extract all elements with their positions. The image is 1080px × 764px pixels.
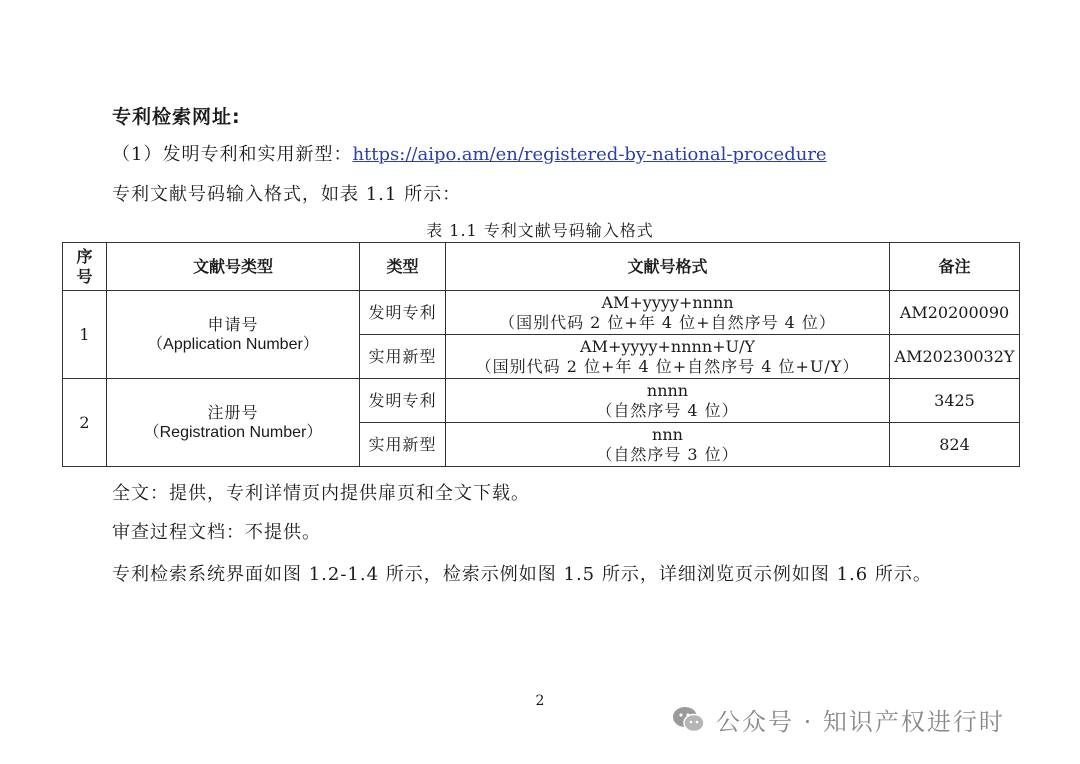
table-row	[63, 291, 1020, 335]
format-cell: nnnn （自然序号 4 位）	[446, 379, 890, 423]
type-cell: 发明专利	[360, 379, 446, 423]
doc-type-cell: 申请号 （Application Number）	[107, 291, 360, 379]
fulltext-paragraph: 全文：提供，专利详情页内提供扉页和全文下载。	[112, 483, 530, 504]
header-type: 类型	[360, 243, 446, 291]
page-number: 2	[535, 693, 545, 709]
number-format-table	[62, 242, 1020, 467]
header-format: 文献号格式	[446, 243, 890, 291]
header-doc-type: 文献号类型	[107, 243, 360, 291]
format-cell: nnn （自然序号 3 位）	[446, 423, 890, 467]
seq-cell: 1	[63, 291, 107, 379]
header-note: 备注	[890, 243, 1020, 291]
type-cell: 实用新型	[360, 423, 446, 467]
watermark-text: 公众号 · 知识产权进行时	[716, 708, 1005, 736]
note-cell: 3425	[890, 379, 1020, 423]
format-cell: AM+yyyy+nnnn+U/Y （国别代码 2 位+年 4 位+自然序号 4 位+U/Y）	[446, 335, 890, 379]
table-header-row	[63, 243, 1020, 291]
patent-search-link[interactable]: https://aipo.am/en/registered-by-national-procedure	[352, 144, 827, 165]
note-cell: 824	[890, 423, 1020, 467]
seq-cell: 2	[63, 379, 107, 467]
url-line	[112, 140, 827, 166]
wechat-icon	[672, 705, 706, 735]
type-cell: 发明专利	[360, 291, 446, 335]
doc-type-cell: 注册号 （Registration Number）	[107, 379, 360, 467]
table-row	[63, 379, 1020, 423]
format-intro-line: 专利文献号码输入格式，如表 1.1 所示：	[112, 184, 462, 205]
url-line-label: （1）发明专利和实用新型：	[112, 144, 353, 165]
type-cell: 实用新型	[360, 335, 446, 379]
section-heading: 专利检索网址:	[112, 106, 241, 128]
format-cell: AM+yyyy+nnnn （国别代码 2 位+年 4 位+自然序号 4 位）	[446, 291, 890, 335]
header-seq: 序 号	[63, 243, 107, 291]
interface-paragraph: 专利检索系统界面如图 1.2-1.4 所示，检索示例如图 1.5 所示，详细浏览页示例如图 1.6 所示。	[112, 564, 932, 585]
watermark	[672, 702, 1005, 737]
exam-docs-paragraph: 审查过程文档：不提供。	[112, 522, 321, 543]
note-cell: AM20230032Y	[890, 335, 1020, 379]
note-cell: AM20200090	[890, 291, 1020, 335]
table-caption: 表 1.1 专利文献号码输入格式	[426, 221, 654, 240]
